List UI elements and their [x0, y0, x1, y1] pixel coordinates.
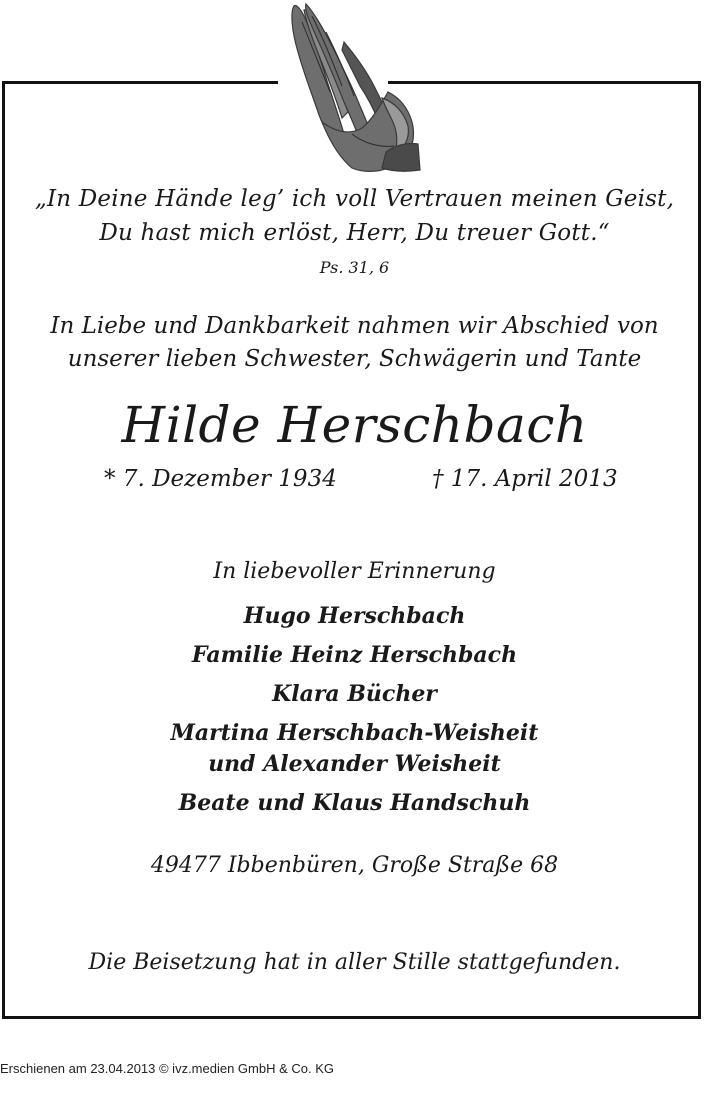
mourner-name: Klara Bücher — [272, 681, 437, 707]
mourner-name: Hugo Herschbach — [243, 603, 466, 629]
quote-reference: Ps. 31, 6 — [319, 258, 390, 277]
birth-date: * 7. Dezember 1934 — [104, 466, 337, 492]
intro-line-1: In Liebe und Dankbarkeit nahmen wir Abschied von — [50, 313, 659, 339]
mourner-name: Familie Heinz Herschbach — [191, 642, 518, 668]
praying-hands-icon — [282, 2, 422, 174]
memory-heading: In liebevoller Erinnerung — [213, 559, 496, 584]
intro-line-2: unserer lieben Schwester, Schwägerin und Tante — [67, 346, 642, 372]
family-address: 49477 Ibbenbüren, Große Straße 68 — [150, 853, 559, 878]
mourner-name: Martina Herschbach-Weisheit — [170, 720, 539, 746]
quote-line-2: Du hast mich erlöst, Herr, Du treuer Gott.“ — [99, 220, 610, 246]
publication-footer: Erschienen am 23.04.2013 © ivz.medien GmbH & Co. KG — [0, 1061, 335, 1076]
mourner-name: Beate und Klaus Handschuh — [178, 790, 531, 816]
death-date: † 17. April 2013 — [432, 466, 618, 492]
burial-note: Die Beisetzung hat in aller Stille stattgefunden. — [88, 950, 621, 975]
mourner-name: und Alexander Weisheit — [208, 751, 501, 777]
deceased-name: Hilde Herschbach — [121, 396, 588, 454]
quote-line-1: „In Deine Hände leg’ ich voll Vertrauen meinen Geist, — [34, 186, 675, 212]
